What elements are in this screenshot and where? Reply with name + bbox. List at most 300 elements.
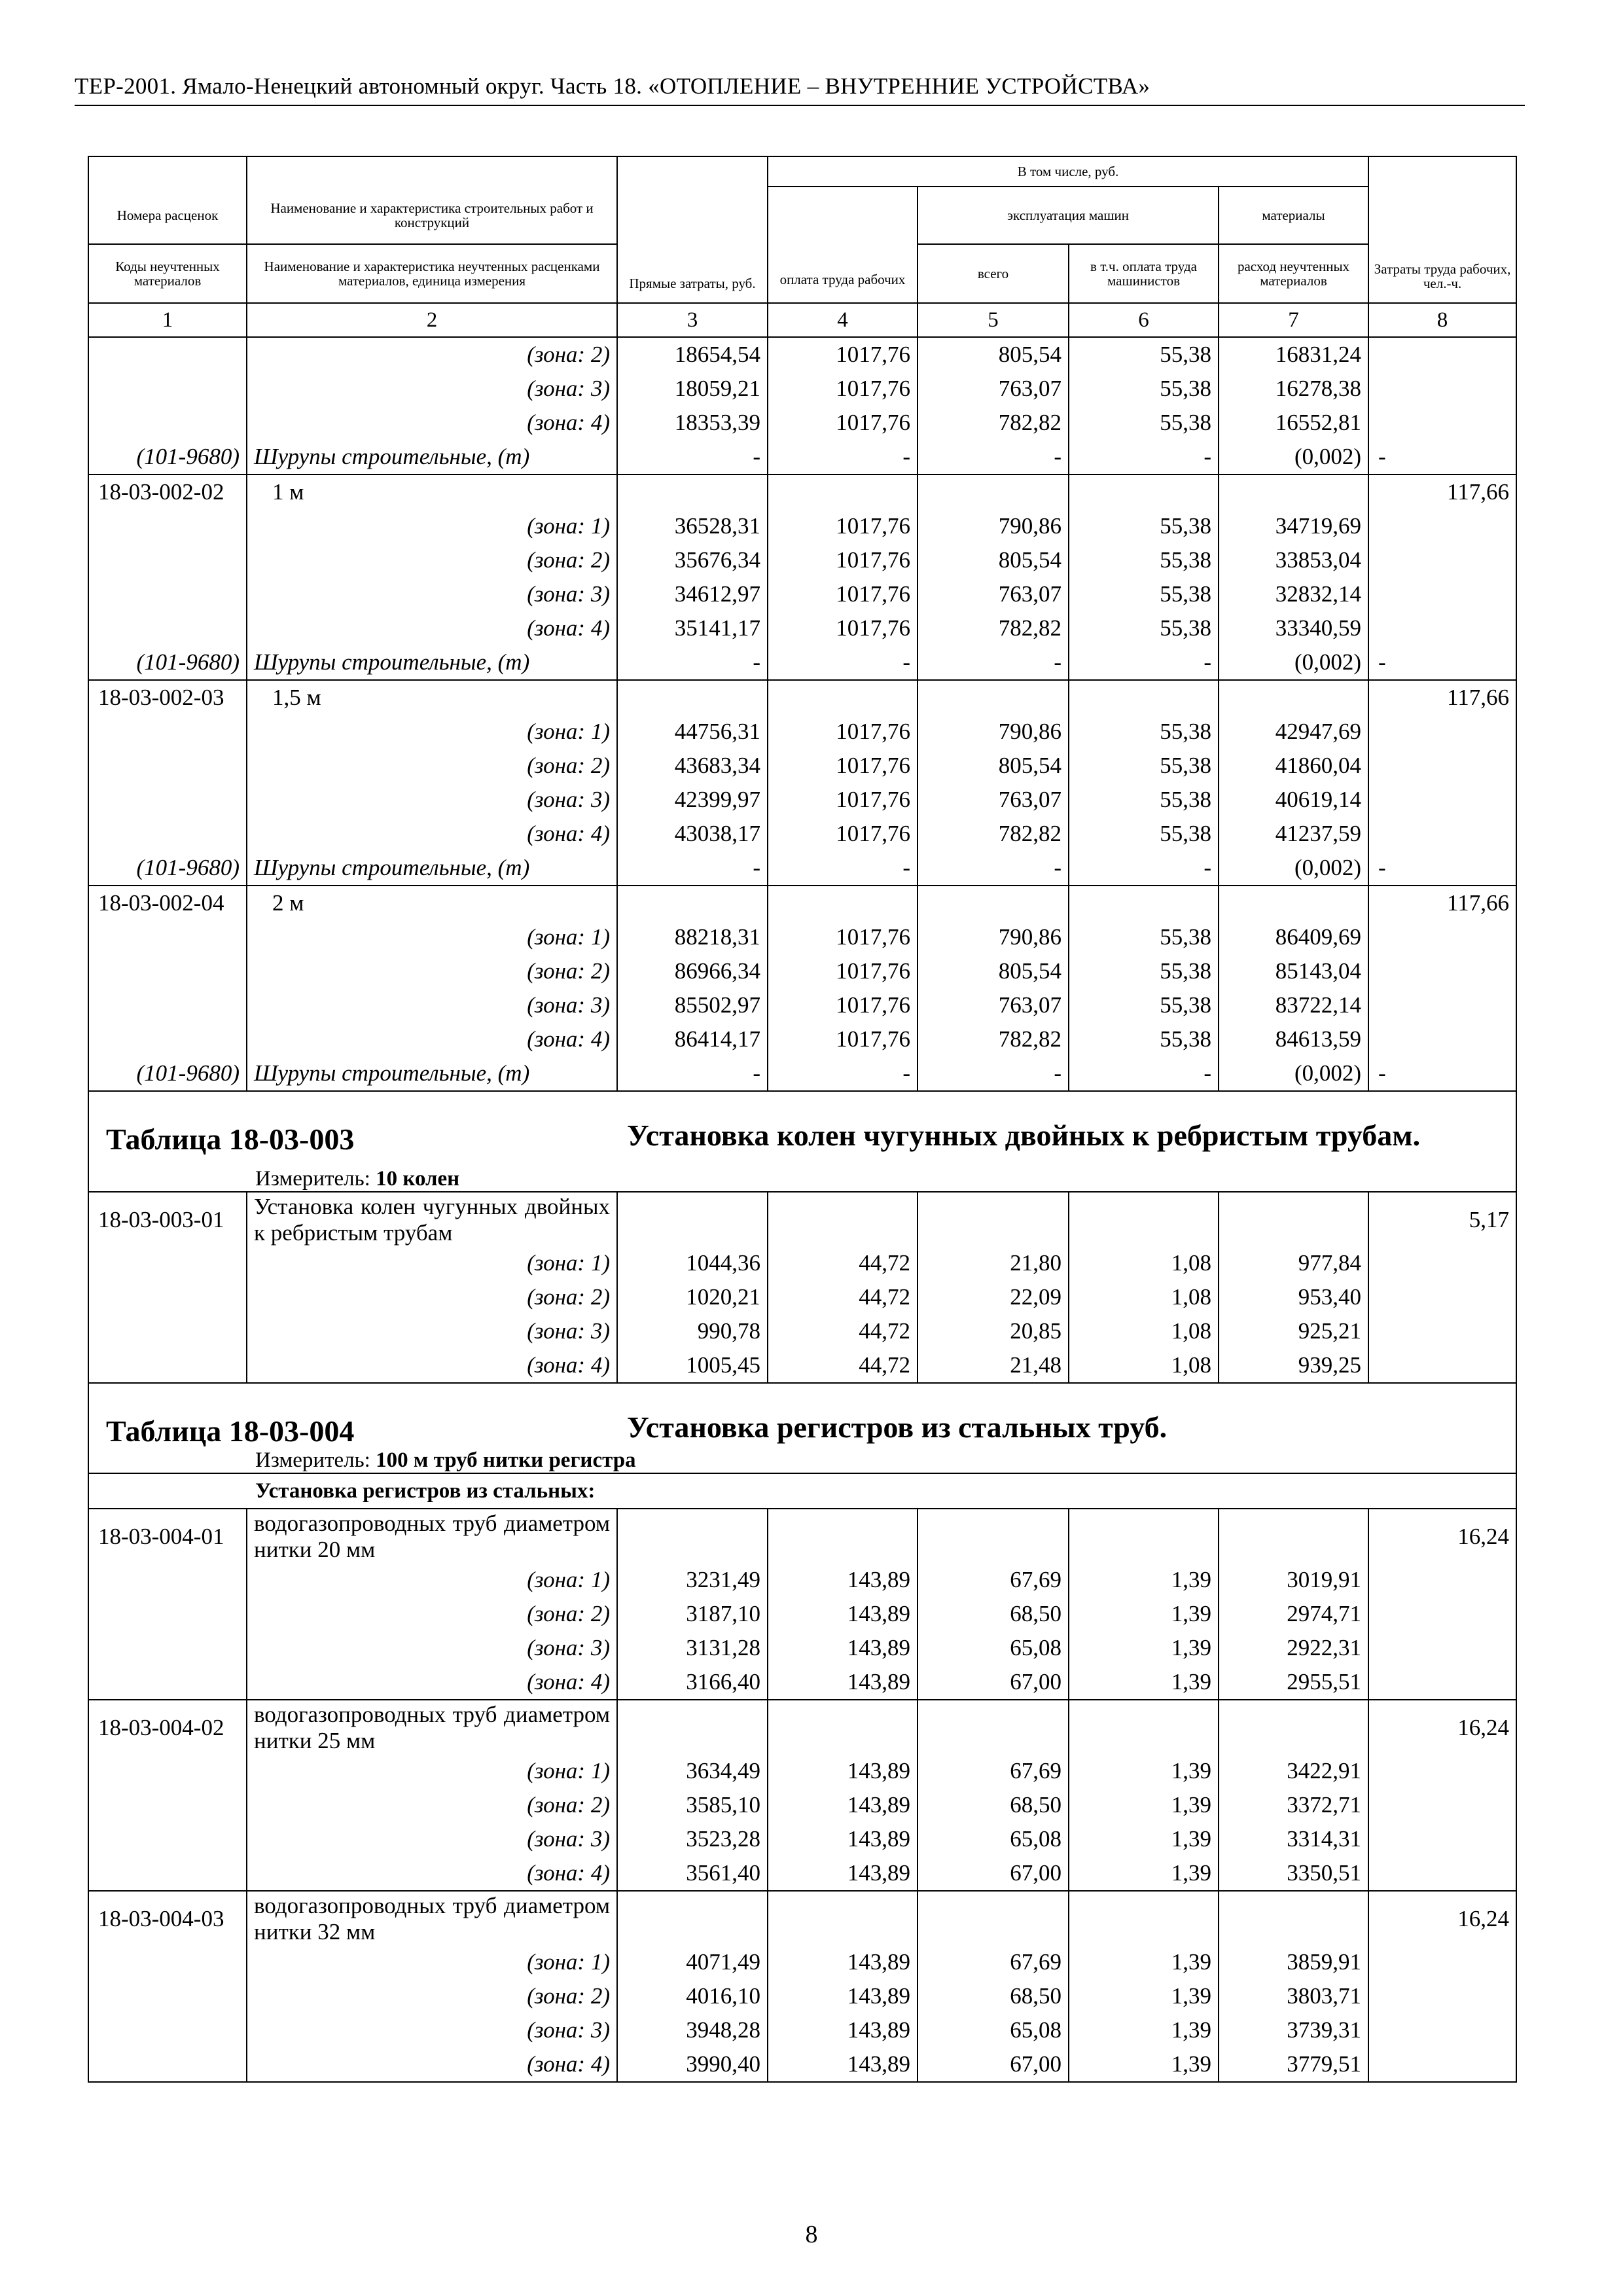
materials-value: 41860,04 [1219, 749, 1368, 783]
dash-value: - [617, 645, 768, 680]
measure-row [88, 1161, 1516, 1192]
rate-row [88, 1509, 1516, 1563]
zone-row [88, 1563, 1516, 1597]
machinist-pay-value: 1,08 [1069, 1348, 1219, 1382]
table-cell [918, 1700, 1069, 1754]
direct-costs-value: 3523,28 [617, 1822, 768, 1856]
machinist-pay-value: 1,39 [1069, 1665, 1219, 1700]
direct-costs-value: 42399,97 [617, 783, 768, 817]
materials-value: 33340,59 [1219, 611, 1368, 645]
labor-cell [1368, 749, 1516, 783]
labor-cell [1368, 1754, 1516, 1788]
col-mat-codes: Коды неучтенных материалов [88, 244, 247, 303]
direct-costs-value: 3634,49 [617, 1754, 768, 1788]
rate-label: 2 м [247, 886, 617, 920]
zone-label: (зона: 1) [247, 1945, 617, 1979]
rate-code: 18-03-003-01 [88, 1192, 247, 1246]
table-cell [1069, 1700, 1219, 1754]
machines-total-value: 763,07 [918, 988, 1069, 1022]
rate-code-cell [88, 1348, 247, 1382]
labor-cell [1368, 988, 1516, 1022]
column-number: 2 [247, 303, 617, 337]
materials-value: 34719,69 [1219, 509, 1368, 543]
labor-cell [1368, 337, 1516, 372]
labor-pay-value: 143,89 [768, 1822, 918, 1856]
dash-value: - [1368, 1056, 1516, 1090]
labor-cell [1368, 1314, 1516, 1348]
direct-costs-value: 88218,31 [617, 920, 768, 954]
machines-total-value: 782,82 [918, 1022, 1069, 1056]
labor-cell [1368, 1597, 1516, 1631]
materials-value: 83722,14 [1219, 988, 1368, 1022]
table-cell [1219, 1192, 1368, 1246]
direct-costs-value: 3131,28 [617, 1631, 768, 1665]
col-mat-name: Наименование и характеристика неучтенных расценками материалов, единица измерения [247, 244, 617, 303]
table-title [89, 1090, 1516, 1161]
zone-row [88, 715, 1516, 749]
col-direct-costs: Прямые затраты, руб. [617, 156, 768, 303]
zone-row [88, 749, 1516, 783]
machines-total-value: 68,50 [918, 1979, 1069, 2013]
zone-label: (зона: 2) [247, 749, 617, 783]
machinist-pay-value: 55,38 [1069, 920, 1219, 954]
labor-cell [1368, 1022, 1516, 1056]
zone-label: (зона: 4) [247, 611, 617, 645]
rate-code-cell [88, 1022, 247, 1056]
direct-costs-value: 44756,31 [617, 715, 768, 749]
labor-cell [1368, 1280, 1516, 1314]
rate-code-cell [88, 577, 247, 611]
machines-total-value: 782,82 [918, 406, 1069, 440]
dash-value: - [1069, 851, 1219, 886]
column-number: 5 [918, 303, 1069, 337]
machines-total-value: 67,69 [918, 1945, 1069, 1979]
machinist-pay-value: 1,39 [1069, 1856, 1219, 1891]
materials-value: 16831,24 [1219, 337, 1368, 372]
machines-total-value: 65,08 [918, 1822, 1069, 1856]
zone-label: (зона: 4) [247, 1022, 617, 1056]
table-cell [1219, 680, 1368, 715]
materials-value: 925,21 [1219, 1314, 1368, 1348]
table-cell [1069, 1509, 1219, 1563]
materials-value: 32832,14 [1219, 577, 1368, 611]
direct-costs-value: 43038,17 [617, 817, 768, 851]
labor-cell [1368, 1665, 1516, 1700]
table-cell [1069, 680, 1219, 715]
labor-pay-value: 44,72 [768, 1314, 918, 1348]
table-cell [918, 1891, 1069, 1945]
labor-pay-value: 143,89 [768, 1979, 918, 2013]
table-cell [617, 475, 768, 509]
table-cell [768, 475, 918, 509]
labor-pay-value: 1017,76 [768, 954, 918, 988]
subheading-row [88, 1473, 1516, 1509]
direct-costs-value: 990,78 [617, 1314, 768, 1348]
rates-table [88, 156, 1517, 2083]
labor-pay-value: 1017,76 [768, 337, 918, 372]
machinist-pay-value: 1,39 [1069, 1754, 1219, 1788]
direct-costs-value: 43683,34 [617, 749, 768, 783]
rate-code: 18-03-002-04 [88, 886, 247, 920]
machinist-pay-value: 55,38 [1069, 372, 1219, 406]
zone-row [88, 920, 1516, 954]
labor-value: 16,24 [1368, 1700, 1516, 1754]
zone-row [88, 1856, 1516, 1891]
direct-costs-value: 1044,36 [617, 1246, 768, 1280]
material-code: (101-9680) [88, 851, 247, 886]
zone-row [88, 372, 1516, 406]
dash-value: - [918, 645, 1069, 680]
machines-total-value: 782,82 [918, 817, 1069, 851]
labor-cell [1368, 920, 1516, 954]
labor-cell [1368, 1563, 1516, 1597]
machines-total-value: 790,86 [918, 920, 1069, 954]
rate-code-cell [88, 817, 247, 851]
labor-pay-value: 44,72 [768, 1348, 918, 1382]
rate-row [88, 1891, 1516, 1945]
materials-value: 3422,91 [1219, 1754, 1368, 1788]
zone-label: (зона: 4) [247, 406, 617, 440]
measure-value: 10 колен [376, 1167, 460, 1191]
table-cell [617, 1891, 768, 1945]
labor-cell [1368, 715, 1516, 749]
table-cell [1219, 1700, 1368, 1754]
dash-value: - [1069, 645, 1219, 680]
rate-code-cell [88, 1631, 247, 1665]
zone-label: (зона: 1) [247, 1563, 617, 1597]
material-name: Шурупы строительные, (т) [247, 440, 617, 475]
rate-code-cell [88, 1945, 247, 1979]
machinist-pay-value: 1,39 [1069, 1788, 1219, 1822]
measure-cell [88, 1161, 1516, 1192]
labor-cell [1368, 543, 1516, 577]
rate-name: водогазопроводных труб диаметром нитки 25 мм [247, 1700, 617, 1754]
machinist-pay-value: 55,38 [1069, 715, 1219, 749]
machinist-pay-value: 55,38 [1069, 543, 1219, 577]
zone-label: (зона: 3) [247, 1631, 617, 1665]
machines-total-value: 805,54 [918, 337, 1069, 372]
rate-code-cell [88, 611, 247, 645]
table-cell [617, 1700, 768, 1754]
rate-name: Установка колен чугунных двойных к ребристым трубам [247, 1192, 617, 1246]
column-number: 7 [1219, 303, 1368, 337]
labor-cell [1368, 1788, 1516, 1822]
materials-value: 3019,91 [1219, 1563, 1368, 1597]
materials-value: 939,25 [1219, 1348, 1368, 1382]
machines-total-value: 790,86 [918, 715, 1069, 749]
rate-code-cell [88, 1246, 247, 1280]
machines-total-value: 21,80 [918, 1246, 1069, 1280]
zone-label: (зона: 2) [247, 1979, 617, 2013]
rate-name: водогазопроводных труб диаметром нитки 20 мм [247, 1509, 617, 1563]
zone-row [88, 577, 1516, 611]
rate-code: 18-03-004-02 [88, 1700, 247, 1754]
machines-total-value: 22,09 [918, 1280, 1069, 1314]
column-number: 6 [1069, 303, 1219, 337]
rate-code-cell [88, 1280, 247, 1314]
zone-row [88, 406, 1516, 440]
table-cell [768, 680, 918, 715]
direct-costs-value: 3948,28 [617, 2013, 768, 2047]
labor-value: 117,66 [1368, 680, 1516, 715]
zone-label: (зона: 4) [247, 1348, 617, 1382]
material-name: Шурупы строительные, (т) [247, 851, 617, 886]
materials-value: 41237,59 [1219, 817, 1368, 851]
table-cell [768, 1700, 918, 1754]
rate-code: 18-03-002-02 [88, 475, 247, 509]
subheading: Установка регистров из стальных: [88, 1473, 1516, 1509]
dash-value: - [918, 851, 1069, 886]
zone-row [88, 988, 1516, 1022]
materials-value: 3372,71 [1219, 1788, 1368, 1822]
zone-label: (зона: 1) [247, 509, 617, 543]
material-row [88, 440, 1516, 475]
zone-label: (зона: 3) [247, 372, 617, 406]
rates-table-frame [88, 156, 1516, 2083]
labor-cell [1368, 1246, 1516, 1280]
labor-cell [1368, 1822, 1516, 1856]
materials-value: 42947,69 [1219, 715, 1368, 749]
materials-value: 16552,81 [1219, 406, 1368, 440]
col-mat-use: расход неучтенных материалов [1219, 244, 1368, 303]
dash-value: - [768, 1056, 918, 1090]
zone-label: (зона: 4) [247, 1856, 617, 1891]
zone-row [88, 1945, 1516, 1979]
direct-costs-value: 3561,40 [617, 1856, 768, 1891]
labor-pay-value: 143,89 [768, 1945, 918, 1979]
labor-pay-value: 1017,76 [768, 1022, 918, 1056]
col-work-name: Наименование и характеристика строительных работ и конструкций [247, 187, 617, 244]
machines-total-value: 805,54 [918, 749, 1069, 783]
zone-label: (зона: 1) [247, 920, 617, 954]
table-cell [1069, 475, 1219, 509]
dash-value: - [1069, 440, 1219, 475]
material-name: Шурупы строительные, (т) [247, 645, 617, 680]
zone-row [88, 1754, 1516, 1788]
labor-cell [1368, 954, 1516, 988]
table-cell [1069, 1891, 1219, 1945]
table-cell [1069, 886, 1219, 920]
zone-row [88, 509, 1516, 543]
dash-value: - [1368, 645, 1516, 680]
zone-row [88, 783, 1516, 817]
labor-pay-value: 1017,76 [768, 543, 918, 577]
table-title-row [88, 1382, 1516, 1446]
material-code: (101-9680) [88, 645, 247, 680]
zone-label: (зона: 2) [247, 1788, 617, 1822]
table-title-cell [88, 1382, 1516, 1446]
zone-label: (зона: 2) [247, 337, 617, 372]
machines-total-value: 763,07 [918, 577, 1069, 611]
machinist-pay-value: 1,39 [1069, 1597, 1219, 1631]
rate-row [88, 475, 1516, 509]
measure-row [88, 1446, 1516, 1473]
measure-label: Измеритель: [255, 1167, 370, 1191]
materials-value: 86409,69 [1219, 920, 1368, 954]
materials-value: 3859,91 [1219, 1945, 1368, 1979]
measure-label: Измеритель: [255, 1448, 370, 1472]
direct-costs-value: 85502,97 [617, 988, 768, 1022]
rate-code: 18-03-004-01 [88, 1509, 247, 1563]
measure-cell [88, 1446, 1516, 1473]
table-cell [1219, 886, 1368, 920]
table-cell [918, 680, 1069, 715]
labor-cell [1368, 611, 1516, 645]
column-number: 4 [768, 303, 918, 337]
zone-label: (зона: 1) [247, 1246, 617, 1280]
rate-label: 1,5 м [247, 680, 617, 715]
direct-costs-value: 34612,97 [617, 577, 768, 611]
labor-cell [1368, 2047, 1516, 2082]
col-machines-total: всего [918, 244, 1069, 303]
labor-cell [1368, 577, 1516, 611]
zone-row [88, 1665, 1516, 1700]
col-labor: Затраты труда рабочих, чел.-ч. [1368, 156, 1516, 303]
machines-total-value: 67,69 [918, 1563, 1069, 1597]
machinist-pay-value: 55,38 [1069, 749, 1219, 783]
direct-costs-value: 86414,17 [617, 1022, 768, 1056]
machinist-pay-value: 1,39 [1069, 1979, 1219, 2013]
materials-value: 2922,31 [1219, 1631, 1368, 1665]
material-code: (101-9680) [88, 1056, 247, 1090]
table-cell [918, 886, 1069, 920]
machines-total-value: 763,07 [918, 783, 1069, 817]
labor-cell [1368, 2013, 1516, 2047]
labor-cell [1368, 1348, 1516, 1382]
rate-code-cell [88, 1979, 247, 2013]
labor-value: 16,24 [1368, 1509, 1516, 1563]
machinist-pay-value: 55,38 [1069, 1022, 1219, 1056]
rate-code-cell [88, 988, 247, 1022]
rate-code-cell [88, 337, 247, 372]
machinist-pay-value: 55,38 [1069, 337, 1219, 372]
rate-code-cell [88, 783, 247, 817]
table-cell [918, 475, 1069, 509]
rate-code-cell [88, 509, 247, 543]
direct-costs-value: 1005,45 [617, 1348, 768, 1382]
rate-row [88, 680, 1516, 715]
col-rates-no: Номера расценок [88, 187, 247, 244]
labor-pay-value: 1017,76 [768, 406, 918, 440]
labor-pay-value: 143,89 [768, 1563, 918, 1597]
direct-costs-value: 35676,34 [617, 543, 768, 577]
zone-row [88, 1022, 1516, 1056]
rate-code-cell [88, 1856, 247, 1891]
header-rule [75, 105, 1525, 106]
materials-value: 2974,71 [1219, 1597, 1368, 1631]
labor-pay-value: 1017,76 [768, 372, 918, 406]
rate-code: 18-03-002-03 [88, 680, 247, 715]
machinist-pay-value: 1,39 [1069, 2013, 1219, 2047]
labor-cell [1368, 1631, 1516, 1665]
labor-pay-value: 1017,76 [768, 611, 918, 645]
machinist-pay-value: 55,38 [1069, 406, 1219, 440]
rate-code-cell [88, 1665, 247, 1700]
labor-pay-value: 1017,76 [768, 783, 918, 817]
table-cell [768, 1509, 918, 1563]
zone-label: (зона: 1) [247, 1754, 617, 1788]
rate-row [88, 1192, 1516, 1246]
direct-costs-value: 18059,21 [617, 372, 768, 406]
labor-cell [1368, 406, 1516, 440]
rate-code-cell [88, 1563, 247, 1597]
direct-costs-value: 36528,31 [617, 509, 768, 543]
labor-pay-value: 44,72 [768, 1280, 918, 1314]
machines-total-value: 68,50 [918, 1597, 1069, 1631]
materials-value: 3779,51 [1219, 2047, 1368, 2082]
rate-row [88, 886, 1516, 920]
machinist-pay-value: 55,38 [1069, 509, 1219, 543]
zone-label: (зона: 1) [247, 715, 617, 749]
material-code: (101-9680) [88, 440, 247, 475]
column-number: 3 [617, 303, 768, 337]
labor-pay-value: 1017,76 [768, 988, 918, 1022]
material-qty: (0,002) [1219, 440, 1368, 475]
rate-code-cell [88, 406, 247, 440]
direct-costs-value: 4071,49 [617, 1945, 768, 1979]
col-machinist-pay: в т.ч. оплата труда машинистов [1069, 244, 1219, 303]
labor-pay-value: 143,89 [768, 1856, 918, 1891]
rate-code-cell [88, 543, 247, 577]
zone-row [88, 543, 1516, 577]
labor-pay-value: 143,89 [768, 1788, 918, 1822]
table-cell [918, 1509, 1069, 1563]
labor-cell [1368, 509, 1516, 543]
materials-value: 977,84 [1219, 1246, 1368, 1280]
machines-total-value: 67,69 [918, 1754, 1069, 1788]
machines-total-value: 790,86 [918, 509, 1069, 543]
dash-value: - [617, 440, 768, 475]
materials-value: 3803,71 [1219, 1979, 1368, 2013]
rate-code-cell [88, 372, 247, 406]
labor-pay-value: 1017,76 [768, 715, 918, 749]
zone-row [88, 1314, 1516, 1348]
table-number: Таблица 18-03-004 [106, 1414, 355, 1446]
labor-pay-value: 143,89 [768, 1597, 918, 1631]
machinist-pay-value: 1,39 [1069, 1945, 1219, 1979]
rate-code-cell [88, 1314, 247, 1348]
table-cell [617, 1192, 768, 1246]
dash-value: - [617, 1056, 768, 1090]
machines-total-value: 782,82 [918, 611, 1069, 645]
running-header: ТЕР-2001. Ямало-Ненецкий автономный округ. Часть 18. «ОТОПЛЕНИЕ – ВНУТРЕННИЕ УСТРОЙСТВА» [75, 73, 1150, 99]
table-title [89, 1382, 1516, 1446]
machines-total-value: 805,54 [918, 543, 1069, 577]
direct-costs-value: 3187,10 [617, 1597, 768, 1631]
material-name: Шурупы строительные, (т) [247, 1056, 617, 1090]
machinist-pay-value: 55,38 [1069, 783, 1219, 817]
rate-name: водогазопроводных труб диаметром нитки 32 мм [247, 1891, 617, 1945]
labor-value: 117,66 [1368, 886, 1516, 920]
labor-cell [1368, 1979, 1516, 2013]
rate-code-cell [88, 920, 247, 954]
zone-row [88, 817, 1516, 851]
materials-value: 84613,59 [1219, 1022, 1368, 1056]
table-cell [617, 886, 768, 920]
table-cell [1069, 1192, 1219, 1246]
dash-value: - [1368, 851, 1516, 886]
zone-label: (зона: 2) [247, 1597, 617, 1631]
rate-code-cell [88, 954, 247, 988]
table-cell [1219, 1891, 1368, 1945]
zone-label: (зона: 3) [247, 988, 617, 1022]
labor-pay-value: 1017,76 [768, 817, 918, 851]
zone-label: (зона: 3) [247, 577, 617, 611]
dash-value: - [768, 851, 918, 886]
material-row [88, 645, 1516, 680]
materials-value: 3739,31 [1219, 2013, 1368, 2047]
material-qty: (0,002) [1219, 851, 1368, 886]
